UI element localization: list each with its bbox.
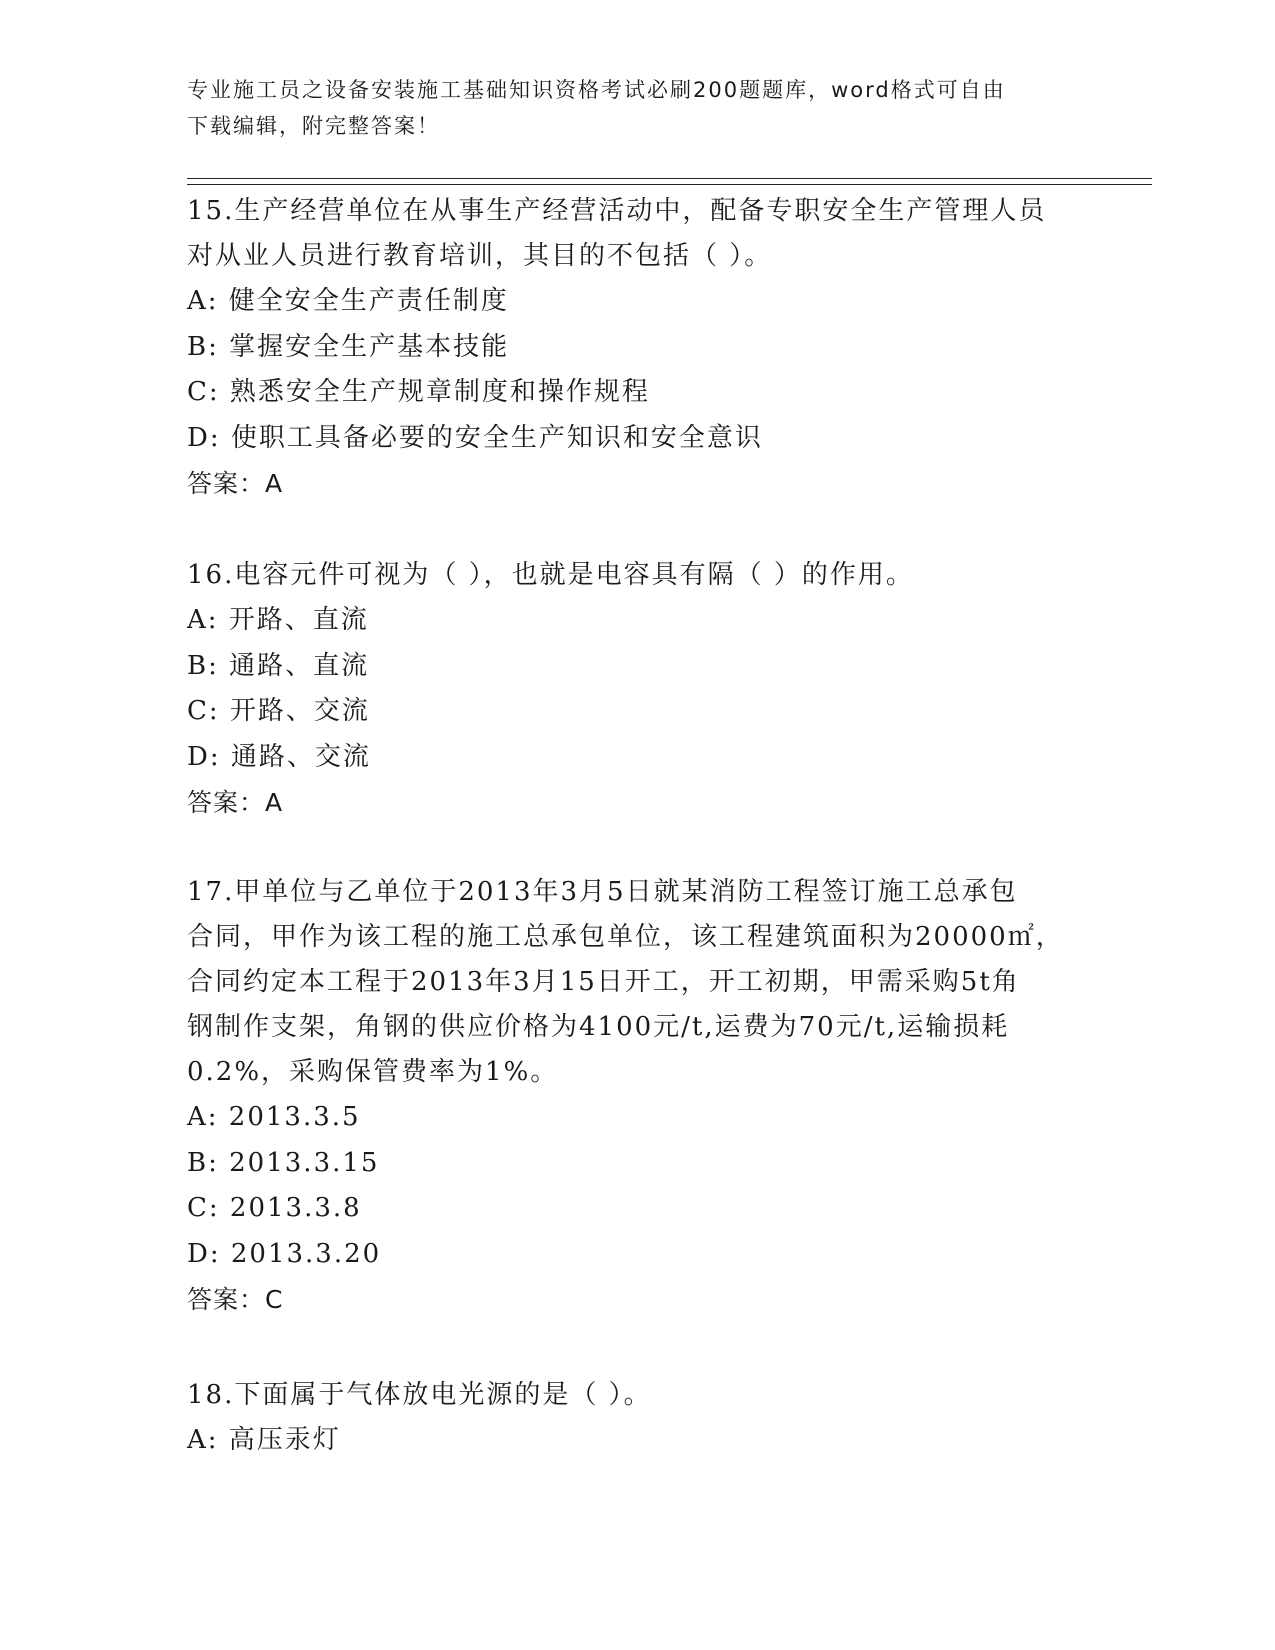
answer-label: 答案：C: [187, 1285, 284, 1314]
stem-line: 18.下面属于气体放电光源的是（ ）。: [187, 1380, 652, 1410]
stem-line: 16.电容元件可视为（ ），也就是电容具有隔（ ）的作用。: [187, 560, 914, 590]
stem-line: 合同，甲作为该工程的施工总承包单位，该工程建筑面积为20000㎡，: [187, 922, 1064, 952]
option-b: B: 通路、直流: [187, 650, 370, 681]
question-stem: [187, 1373, 1077, 1418]
option-c: C: 熟悉安全生产规章制度和操作规程: [187, 377, 650, 407]
header-line-2: 下载编辑，附完整答案！: [187, 114, 440, 138]
option-d: D: 通路、交流: [187, 741, 371, 772]
option-a: A: 高压汞灯: [187, 1425, 341, 1455]
stem-line: 0.2%，采购保管费率为1%。: [187, 1057, 559, 1087]
question-18: [187, 1373, 1077, 1464]
stem-line: 合同约定本工程于2013年3月15日开工，开工初期，甲需采购5t角: [187, 967, 1020, 997]
option-b: B: 掌握安全生产基本技能: [187, 331, 510, 362]
document-header: [187, 72, 1067, 144]
stem-line: 15.生产经营单位在从事生产经营活动中，配备专职安全生产管理人员: [187, 196, 1047, 226]
option-b: B: 2013.3.15: [187, 1147, 380, 1178]
question-17: [187, 870, 1077, 1322]
question-16: [187, 553, 1077, 825]
question-15: [187, 189, 1077, 506]
option-a: A: 健全安全生产责任制度: [187, 286, 509, 316]
question-stem: [187, 870, 1077, 1095]
option-a: A: 2013.3.5: [187, 1102, 361, 1132]
header-divider-top: [187, 178, 1152, 179]
stem-line: 钢制作支架，角钢的供应价格为4100元/t,运费为70元/t,运输损耗: [187, 1012, 1010, 1042]
answer-label: 答案：A: [187, 788, 284, 817]
option-d: D: 使职工具备必要的安全生产知识和安全意识: [187, 422, 763, 453]
option-c: C: 开路、交流: [187, 696, 370, 726]
stem-line: 17.甲单位与乙单位于2013年3月5日就某消防工程签订施工总承包: [187, 877, 1018, 907]
question-stem: [187, 189, 1077, 279]
option-d: D: 2013.3.20: [187, 1238, 382, 1269]
option-a: A: 开路、直流: [187, 605, 369, 635]
answer-label: 答案：A: [187, 469, 284, 498]
stem-line: 对从业人员进行教育培训，其目的不包括（ ）。: [187, 241, 773, 271]
header-line-1: 专业施工员之设备安装施工基础知识资格考试必刷200题题库，word格式可自由: [187, 78, 1006, 102]
header-divider-bottom: [187, 184, 1152, 185]
question-stem: [187, 553, 1077, 598]
option-c: C: 2013.3.8: [187, 1193, 362, 1223]
